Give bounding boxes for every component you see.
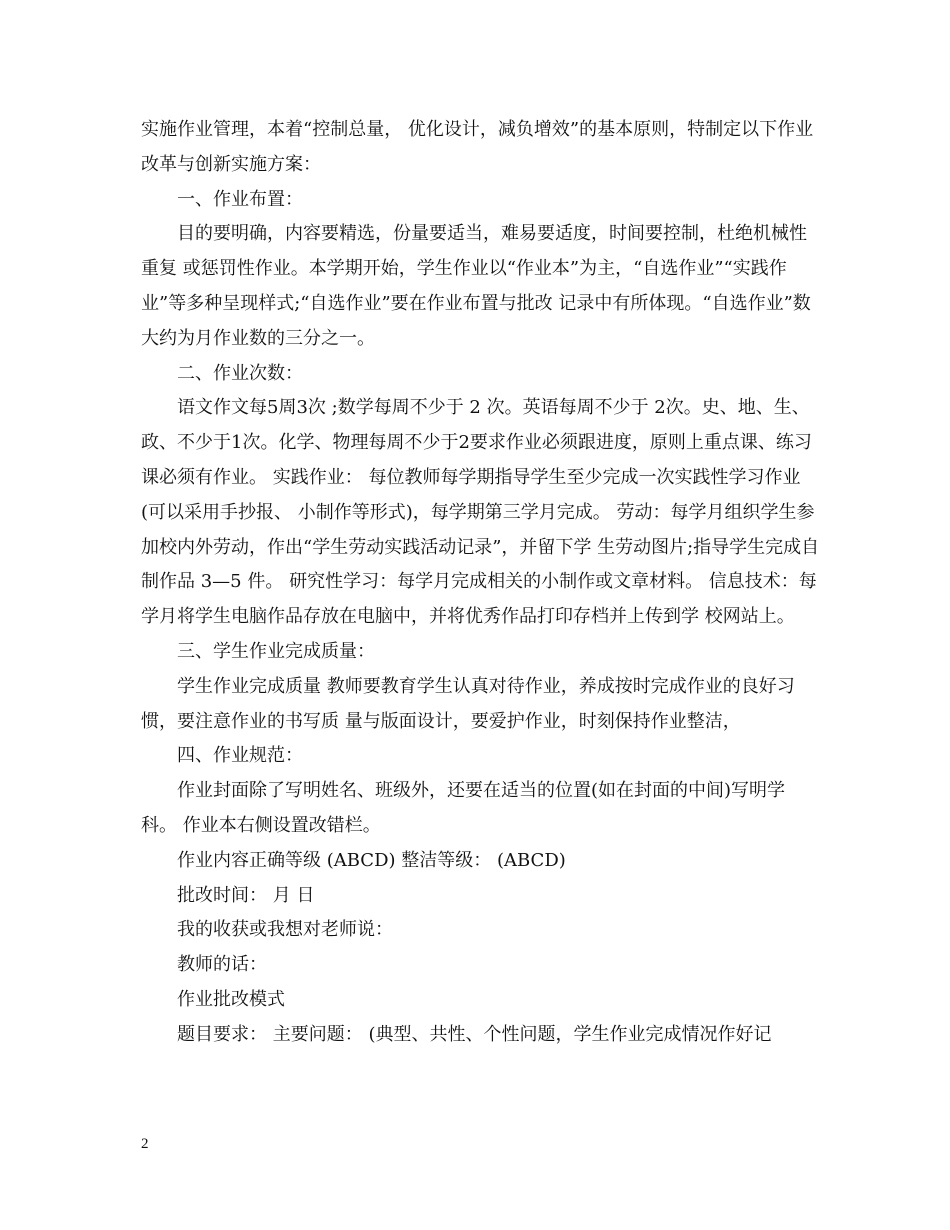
section-heading-quality: 三、学生作业完成质量：: [177, 640, 375, 662]
section-heading-frequency: 二、作业次数：: [177, 362, 303, 384]
section-heading-assignment: 一、作业布置：: [177, 188, 303, 210]
paragraph-assignment: 目的要明确，内容要精选，份量要适当，难易要适度，时间要控制，杜绝机械性重复 或惩罚性作业。本学期开始，学生作业以“作业本”为主，“自选作业”“实践作业”等多种呈现样式;“自选作业”要在作业布置与批改 记录中有所体现。“自选作业”数大约为月作业数的三分之一。: [141, 223, 811, 349]
line-student-feedback: 我的收获或我想对老师说：: [177, 919, 393, 941]
page-number: 2: [141, 1136, 149, 1152]
section-heading-standards: 四、作业规范：: [177, 745, 303, 767]
document-body: [141, 113, 821, 1053]
line-grading: 作业内容正确等级 (ABCD) 整洁等级： (ABCD): [177, 849, 566, 871]
paragraph-intro: 实施作业管理，本着“控制总量， 优化设计，减负增效”的基本原则，特制定以下作业改革与创新实施方案：: [141, 119, 814, 175]
paragraph-quality: 学生作业完成质量 教师要教育学生认真对待作业，养成按时完成作业的良好习惯，要注意作业的书写质 量与版面设计，要爱护作业，时刻保持作业整洁，: [141, 675, 795, 732]
line-requirements: 题目要求： 主要问题： (典型、共性、个性问题，学生作业完成情况作好记: [177, 1023, 772, 1045]
paragraph-frequency: 语文作文每5周3次 ;数学每周不少于 2 次。英语每周不少于 2次。史、地、生、政、不少于1次。化学、物理每周不少于2要求作业必须跟进度，原则上重点课、练习课必须有作业。 实践作业： 每位教师每学期指导学生至少完成一次实践性学习作业 (可以采用手抄报、 小制作等形式)，每学期第三学月完成。 劳动：每学月组织学生参加校内外劳动，作出“学生劳动实践活动记录”，并留下学 生劳动图片;指导学生完成自制作品 3—5 件。 研究性学习：每学月完成相关的小制作或文章材料。 信息技术：每学月将学生电脑作品存放在电脑中，并将优秀作品打印存档并上传到学 校网站上。: [141, 397, 820, 628]
line-grading-mode: 作业批改模式: [177, 988, 285, 1010]
paragraph-standards: 作业封面除了写明姓名、班级外，还要在适当的位置(如在封面的中间)写明学科。 作业本右侧设置改错栏。: [141, 780, 786, 836]
line-teacher-comments: 教师的话：: [177, 954, 267, 976]
line-grading-date: 批改时间： 月 日: [177, 884, 315, 906]
